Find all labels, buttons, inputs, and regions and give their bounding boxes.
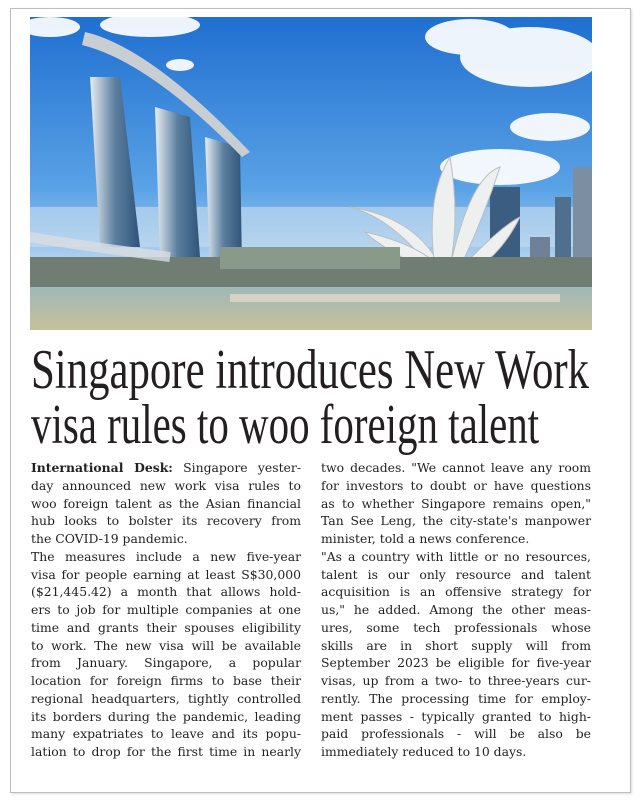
article-line: "As a country with little or no resources, [321,548,591,564]
byline-label: International Desk: [31,460,173,475]
marina-bay-sands-photo [30,17,592,330]
headline-line-2: visa rules to woo foreign talent [31,394,540,456]
article-column-1 [31,459,301,761]
article-line: Tan See Leng, the city-state's manpower [321,513,591,529]
article-line: The measures include a new five-year [31,548,301,564]
article-line: time and grants their spouses eligibility [31,619,301,635]
article-line: acquisition is an offensive strategy for [321,584,591,600]
headline-line-1: Singapore introduces New Work [31,339,590,401]
article-text: Singapore yester- [172,460,302,475]
article-line: to work. The new visa will be available [31,637,301,653]
article-line: day announced new work visa rules to [31,477,301,493]
article-column-2 [321,459,591,761]
article-line: ers to job for multiple companies at one [31,602,301,617]
article-line: its borders during the pandemic, leading [31,708,301,724]
article-line: hub looks to bolster its recovery from [31,513,301,529]
article-line: paid professionals - will be also be [321,726,591,742]
article-line: visa for people earning at least S$30,000 [31,566,301,582]
article-line: two decades. "We cannot leave any room [321,460,591,475]
article-line: immediately reduced to 10 days. [321,744,527,759]
article-line: ment passes - typically granted to high- [321,708,591,724]
article-line: September 2023 be eligible for five-year [321,655,591,671]
article-line: ($21,445.42) a month that allows hold- [31,584,301,600]
article-line: regional headquarters, tightly controlled [31,690,301,706]
article-line [31,459,301,477]
article-line: visas, up from a two- to three-years cur- [321,673,591,688]
article-line: rently. The processing time for employ- [321,690,591,706]
article-line: us," he added. Among the other meas- [321,602,591,617]
article-line: woo foreign talent as the Asian financial [31,495,301,511]
article-line: the COVID-19 pandemic. [31,531,188,546]
article-line: minister, told a news conference. [321,531,530,546]
article-line: many expatriates to leave and its popu- [31,726,301,742]
article-line: location for foreign firms to base their [31,673,301,688]
article-line: skills are in short supply will from [321,637,591,653]
article-line: as to whether Singapore remains open," [321,495,591,511]
article-line: lation to drop for the first time in nearly [31,744,301,759]
article-line: for investors to doubt or have questions [321,477,591,493]
article-line: talent is our only resource and talent [321,566,591,582]
article-line: ures, some tech professionals whose [321,619,591,635]
article-line: from January. Singapore, a popular [31,655,301,671]
